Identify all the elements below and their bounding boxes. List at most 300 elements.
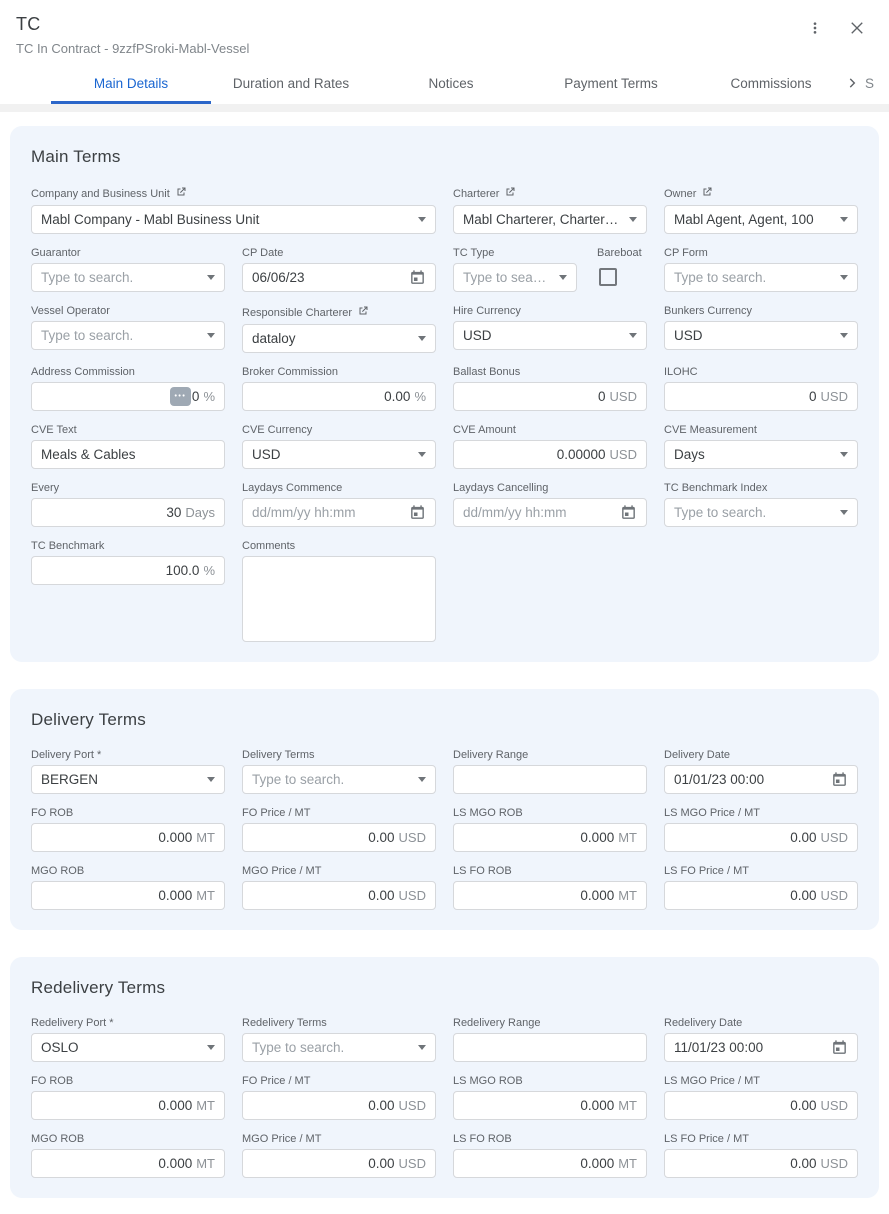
form-cell (664, 424, 858, 469)
form-row (31, 540, 858, 642)
field-label-text: LS MGO ROB (453, 807, 523, 819)
unit-suffix: USD (820, 1156, 848, 1171)
ls-fo-price-mt-input[interactable] (664, 881, 858, 910)
cve-amount-input[interactable] (453, 440, 647, 469)
tab-commissions[interactable] (691, 66, 851, 104)
field-label-text: LS MGO ROB (453, 1075, 523, 1087)
calendar-icon[interactable] (409, 504, 426, 521)
unit-suffix: USD (398, 1156, 426, 1171)
delivery-terms-label (242, 749, 436, 761)
form-cell (453, 482, 647, 527)
field-value: 0.00 (368, 1098, 395, 1113)
company-and-business-unit-input[interactable] (31, 205, 436, 234)
delivery-range-input[interactable] (453, 765, 647, 794)
ballast-bonus-label (453, 366, 647, 378)
form-cell (453, 1075, 647, 1120)
field-label-text: Delivery Port * (31, 749, 102, 761)
field-label-text: FO Price / MT (242, 807, 311, 819)
address-commission-label (31, 366, 225, 378)
main-terms-section (10, 126, 879, 662)
section-title: Main Terms (31, 147, 121, 166)
field-label-text: Ballast Bonus (453, 366, 521, 378)
ballast-bonus-input[interactable] (453, 382, 647, 411)
form-cell (453, 247, 647, 292)
laydays-commence-input[interactable] (242, 498, 436, 527)
cve-amount-field (453, 424, 647, 469)
redelivery-range-field (453, 1017, 647, 1062)
unit-suffix: USD (609, 447, 637, 462)
unit-suffix: MT (196, 1156, 215, 1171)
fo-price-mt-input[interactable] (242, 1091, 436, 1120)
responsible-charterer-field (242, 305, 436, 353)
redelivery-port-field (31, 1017, 225, 1062)
redelivery-port-input[interactable] (31, 1033, 225, 1062)
cp-date-label (242, 247, 436, 259)
delivery-range-label (453, 749, 647, 761)
calendar-icon[interactable] (409, 269, 426, 286)
chevron-down-icon (559, 275, 567, 280)
ls-mgo-price-mt-input[interactable] (664, 823, 858, 852)
field-value: 0.00 (790, 1098, 817, 1113)
field-value: USD (463, 328, 492, 343)
ls-mgo-rob-field (453, 807, 647, 852)
form-cell (31, 366, 225, 411)
cve-text-field (31, 424, 225, 469)
delivery-date-input[interactable] (664, 765, 858, 794)
form-cell (242, 482, 436, 527)
owner-input[interactable] (664, 205, 858, 234)
field-label-text: Owner (664, 187, 697, 200)
tc-benchmark-input[interactable] (31, 556, 225, 585)
bunkers-currency-input[interactable] (664, 321, 858, 350)
field-value: Mabl Agent, Agent, 100 (674, 212, 814, 227)
field-value: 0.00 (790, 1156, 817, 1171)
field-value: 0.000 (158, 830, 193, 845)
company-and-business-unit-field (31, 186, 436, 234)
form-cell (453, 366, 647, 411)
tab-label: Main Details (93, 76, 169, 91)
responsible-charterer-input[interactable] (242, 324, 436, 353)
field-value: 0 (598, 389, 606, 404)
form-cell (31, 424, 225, 469)
form-content (0, 112, 889, 1214)
guarantor-label (31, 247, 225, 259)
owner-field (664, 186, 858, 234)
chevron-down-icon (840, 452, 848, 457)
field-value: 0.000 (580, 830, 615, 845)
external-link-icon[interactable] (504, 186, 516, 201)
laydays-cancelling-label (453, 482, 647, 494)
field-label-text: LS FO Price / MT (664, 865, 749, 877)
delivery-terms-section (10, 689, 879, 930)
tab-label: Duration and Rates (232, 76, 350, 91)
redelivery-terms-section (10, 957, 879, 1198)
form-cell (31, 305, 225, 350)
hire-currency-input[interactable] (453, 321, 647, 350)
ls-fo-price-mt-field (664, 1133, 858, 1178)
laydays-cancelling-field (453, 482, 647, 527)
field-value: 0.00000 (556, 447, 606, 462)
form-cell (242, 1133, 436, 1178)
ls-fo-rob-field (453, 1133, 647, 1178)
tab-bar (16, 66, 875, 104)
contract-subtitle: TC In Contract - 9zzfPSroki-Mabl-Vessel (16, 41, 250, 56)
form-cell (664, 1017, 858, 1062)
charterer-label (453, 186, 647, 201)
cp-date-field (242, 247, 436, 292)
field-label-text: CVE Amount (453, 424, 516, 436)
tab-notices[interactable] (371, 66, 531, 104)
form-row (31, 366, 858, 411)
ls-mgo-rob-input[interactable] (453, 1091, 647, 1120)
address-commission-input[interactable] (31, 382, 225, 411)
field-value: 0.00 (384, 389, 411, 404)
tc-benchmark-label (31, 540, 225, 552)
cve-currency-input[interactable] (242, 440, 436, 469)
ls-mgo-price-mt-field (664, 807, 858, 852)
mgo-rob-label (31, 865, 225, 877)
charterer-input[interactable] (453, 205, 647, 234)
form-cell (31, 1075, 225, 1120)
ls-fo-price-mt-input[interactable] (664, 1149, 858, 1178)
field-label-text: Charterer (453, 187, 500, 200)
ls-fo-price-mt-label (664, 1133, 858, 1145)
every-label (31, 482, 225, 494)
mgo-price-mt-field (242, 865, 436, 910)
form-cell (31, 1017, 225, 1062)
field-label-text: Guarantor (31, 247, 81, 259)
field-placeholder: Type to search. (41, 328, 134, 343)
field-value: 0.00 (368, 1156, 395, 1171)
field-placeholder: Type to sea… (463, 270, 547, 285)
chevron-down-icon (207, 777, 215, 782)
field-label-text: MGO Price / MT (242, 1133, 322, 1145)
chevron-down-icon (629, 333, 637, 338)
ls-fo-price-mt-field (664, 865, 858, 910)
form-cell (664, 366, 858, 411)
guarantor-field (31, 247, 225, 292)
chevron-down-icon (207, 1045, 215, 1050)
form-cell (453, 424, 647, 469)
company-and-business-unit-label (31, 186, 436, 201)
field-value: dataloy (252, 331, 296, 346)
form-cell (453, 186, 647, 234)
mgo-price-mt-input[interactable] (242, 1149, 436, 1178)
field-placeholder: Type to search. (674, 270, 767, 285)
field-label-text: CP Form (664, 247, 708, 259)
ls-mgo-price-mt-label (664, 1075, 858, 1087)
tc-benchmark-index-input[interactable] (664, 498, 858, 527)
external-link-icon[interactable] (175, 186, 187, 201)
redelivery-range-label (453, 1017, 647, 1029)
cve-text-label (31, 424, 225, 436)
form-cell (664, 1075, 858, 1120)
field-value: 0.00 (790, 830, 817, 845)
bareboat-label (597, 247, 642, 259)
form-cell (664, 482, 858, 527)
field-value: 11/01/23 00:00 (674, 1040, 764, 1055)
form-row (31, 865, 858, 910)
vessel-operator-input[interactable] (31, 321, 225, 350)
tc-type-input[interactable] (453, 263, 577, 292)
form-cell (664, 749, 858, 794)
fo-rob-input[interactable] (31, 823, 225, 852)
cve-amount-label (453, 424, 647, 436)
unit-suffix: USD (398, 830, 426, 845)
tab-label: S (865, 76, 875, 91)
kebab-menu-icon[interactable] (801, 14, 829, 42)
header-divider (0, 104, 889, 112)
field-value: 0.000 (580, 888, 615, 903)
form-row (31, 305, 858, 353)
form-cell (31, 247, 225, 292)
bareboat-field (597, 247, 642, 292)
form-cell (242, 1075, 436, 1120)
tab-payment-terms[interactable] (531, 66, 691, 104)
cve-currency-field (242, 424, 436, 469)
mgo-rob-field (31, 1133, 225, 1178)
external-link-icon[interactable] (701, 186, 713, 201)
calendar-icon[interactable] (831, 771, 848, 788)
charterer-field (453, 186, 647, 234)
ls-fo-rob-label (453, 1133, 647, 1145)
field-label-text: Comments (242, 540, 296, 552)
field-label-text: LS FO ROB (453, 1133, 512, 1145)
field-label-text: Every (31, 482, 60, 494)
field-label-text: FO Price / MT (242, 1075, 311, 1087)
field-value: 0 (809, 389, 817, 404)
ls-mgo-price-mt-field (664, 1075, 858, 1120)
field-label-text: Vessel Operator (31, 305, 110, 317)
form-row (31, 482, 858, 527)
field-label-text: TC Type (453, 247, 495, 259)
ls-fo-rob-label (453, 865, 647, 877)
broker-commission-input[interactable] (242, 382, 436, 411)
field-label-text: CVE Measurement (664, 424, 757, 436)
tc-benchmark-index-label (664, 482, 858, 494)
ilohc-input[interactable] (664, 382, 858, 411)
field-value: 0.000 (158, 1156, 193, 1171)
unit-suffix: USD (398, 888, 426, 903)
chevron-down-icon (418, 1045, 426, 1050)
field-label-text: Redelivery Date (664, 1017, 743, 1029)
field-value: BERGEN (41, 772, 99, 787)
form-cell (242, 424, 436, 469)
comments-input[interactable] (242, 556, 436, 642)
ls-mgo-price-mt-input[interactable] (664, 1091, 858, 1120)
field-placeholder: Type to search. (252, 1040, 345, 1055)
form-row (31, 186, 858, 234)
field-label-text: Bunkers Currency (664, 305, 753, 317)
mgo-rob-input[interactable] (31, 881, 225, 910)
field-label-text: FO ROB (31, 807, 74, 819)
section-title: Redelivery Terms (31, 978, 166, 997)
cve-text-input[interactable] (31, 440, 225, 469)
delivery-port-label (31, 749, 225, 761)
redelivery-terms-input[interactable] (242, 1033, 436, 1062)
form-cell (242, 807, 436, 852)
redelivery-range-input[interactable] (453, 1033, 647, 1062)
fo-rob-label (31, 1075, 225, 1087)
form-cell (31, 807, 225, 852)
ilohc-field (664, 366, 858, 411)
field-placeholder: Type to search. (41, 270, 134, 285)
field-value: 06/06/23 (252, 270, 305, 285)
form-cell (453, 749, 647, 794)
fo-price-mt-input[interactable] (242, 823, 436, 852)
fo-rob-input[interactable] (31, 1091, 225, 1120)
field-label-text: MGO Price / MT (242, 865, 322, 877)
cp-date-input[interactable] (242, 263, 436, 292)
field-label-text: Company and Business Unit (31, 187, 170, 200)
broker-commission-field (242, 366, 436, 411)
form-row (31, 247, 858, 292)
guarantor-input[interactable] (31, 263, 225, 292)
mgo-price-mt-label (242, 1133, 436, 1145)
vessel-operator-label (31, 305, 225, 317)
chevron-down-icon (840, 510, 848, 515)
field-value: 100.0 (165, 563, 200, 578)
field-label-text: Delivery Date (664, 749, 731, 761)
unit-suffix: MT (618, 888, 637, 903)
unit-suffix: % (414, 389, 426, 404)
unit-suffix: USD (398, 1098, 426, 1113)
tc-benchmark-index-field (664, 482, 858, 527)
form-cell (453, 865, 647, 910)
section-title: Delivery Terms (31, 710, 146, 729)
cp-form-label (664, 247, 858, 259)
mgo-price-mt-input[interactable] (242, 881, 436, 910)
field-value: Mabl Company - Mabl Business Unit (41, 212, 260, 227)
unit-suffix: MT (196, 830, 215, 845)
cp-form-field (664, 247, 858, 292)
mgo-rob-input[interactable] (31, 1149, 225, 1178)
fo-price-mt-label (242, 807, 436, 819)
every-field (31, 482, 225, 527)
form-cell (31, 540, 225, 585)
field-value: 0.00 (368, 888, 395, 903)
calendar-icon[interactable] (620, 504, 637, 521)
field-label-text: Redelivery Range (453, 1017, 541, 1029)
redelivery-date-input[interactable] (664, 1033, 858, 1062)
ilohc-label (664, 366, 858, 378)
field-placeholder: dd/mm/yy hh:mm (463, 505, 567, 520)
form-cell (31, 482, 225, 527)
cve-measurement-input[interactable] (664, 440, 858, 469)
unit-suffix: USD (820, 888, 848, 903)
field-value: USD (252, 447, 281, 462)
field-label-text: TC Benchmark Index (664, 482, 768, 494)
form-cell (31, 186, 436, 234)
broker-commission-label (242, 366, 436, 378)
delivery-terms-input[interactable] (242, 765, 436, 794)
field-value: 0.00 (368, 830, 395, 845)
form-cell (453, 807, 647, 852)
ls-fo-rob-input[interactable] (453, 1149, 647, 1178)
comments-label (242, 540, 436, 552)
ls-mgo-price-mt-label (664, 807, 858, 819)
ls-mgo-rob-input[interactable] (453, 823, 647, 852)
delivery-port-input[interactable] (31, 765, 225, 794)
field-label-text: Redelivery Terms (242, 1017, 327, 1029)
field-label-text: LS FO Price / MT (664, 1133, 749, 1145)
chevron-down-icon (418, 452, 426, 457)
laydays-cancelling-input[interactable] (453, 498, 647, 527)
redelivery-date-label (664, 1017, 858, 1029)
field-value: 0.000 (580, 1156, 615, 1171)
fo-price-mt-label (242, 1075, 436, 1087)
field-label-text: Responsible Charterer (242, 306, 353, 319)
fo-rob-field (31, 807, 225, 852)
field-label-text: CVE Text (31, 424, 77, 436)
fo-rob-field (31, 1075, 225, 1120)
cve-currency-label (242, 424, 436, 436)
field-label-text: TC Benchmark (31, 540, 105, 552)
dialog-header (0, 0, 889, 104)
delivery-date-field (664, 749, 858, 794)
field-value: 0.00 (790, 888, 817, 903)
ballast-bonus-field (453, 366, 647, 411)
unit-suffix: USD (820, 389, 848, 404)
field-value: 01/01/23 00:00 (674, 772, 765, 787)
field-label-text: Bareboat (597, 247, 642, 259)
form-cell (242, 540, 436, 642)
unit-suffix: MT (618, 1156, 637, 1171)
form-cell (31, 749, 225, 794)
form-cell (242, 1017, 436, 1062)
tab-duration-and-rates[interactable] (211, 66, 371, 104)
field-label-text: Delivery Range (453, 749, 529, 761)
every-input[interactable] (31, 498, 225, 527)
cve-measurement-label (664, 424, 858, 436)
field-label-text: LS FO ROB (453, 865, 512, 877)
close-icon[interactable] (843, 14, 871, 42)
redelivery-terms-label (242, 1017, 436, 1029)
form-cell (664, 807, 858, 852)
mgo-rob-label (31, 1133, 225, 1145)
chevron-down-icon (418, 777, 426, 782)
cp-form-input[interactable] (664, 263, 858, 292)
calendar-icon[interactable] (831, 1039, 848, 1056)
ls-fo-rob-input[interactable] (453, 881, 647, 910)
chevron-down-icon (418, 336, 426, 341)
unit-suffix: MT (618, 830, 637, 845)
ls-mgo-rob-label (453, 1075, 647, 1087)
delivery-port-field (31, 749, 225, 794)
field-label-text: CVE Currency (242, 424, 313, 436)
field-label-text: LS MGO Price / MT (664, 1075, 760, 1087)
chevron-down-icon (418, 217, 426, 222)
ls-fo-rob-field (453, 865, 647, 910)
external-link-icon[interactable] (357, 305, 369, 320)
unit-suffix: % (203, 563, 215, 578)
tab-main-details[interactable] (51, 66, 211, 104)
bareboat-checkbox[interactable] (599, 268, 617, 286)
field-label-text: Address Commission (31, 366, 135, 378)
form-cell (453, 1133, 647, 1178)
comments-field (242, 540, 436, 642)
hire-currency-label (453, 305, 647, 317)
tab-label: Payment Terms (564, 76, 658, 91)
form-cell (664, 1133, 858, 1178)
field-placeholder: Type to search. (674, 505, 767, 520)
field-value: 0.000 (580, 1098, 615, 1113)
bunkers-currency-label (664, 305, 858, 317)
field-value: OSLO (41, 1040, 79, 1055)
field-value: Days (674, 447, 705, 462)
form-cell (664, 247, 858, 292)
tabs-scroll-right-button[interactable] (839, 70, 865, 96)
